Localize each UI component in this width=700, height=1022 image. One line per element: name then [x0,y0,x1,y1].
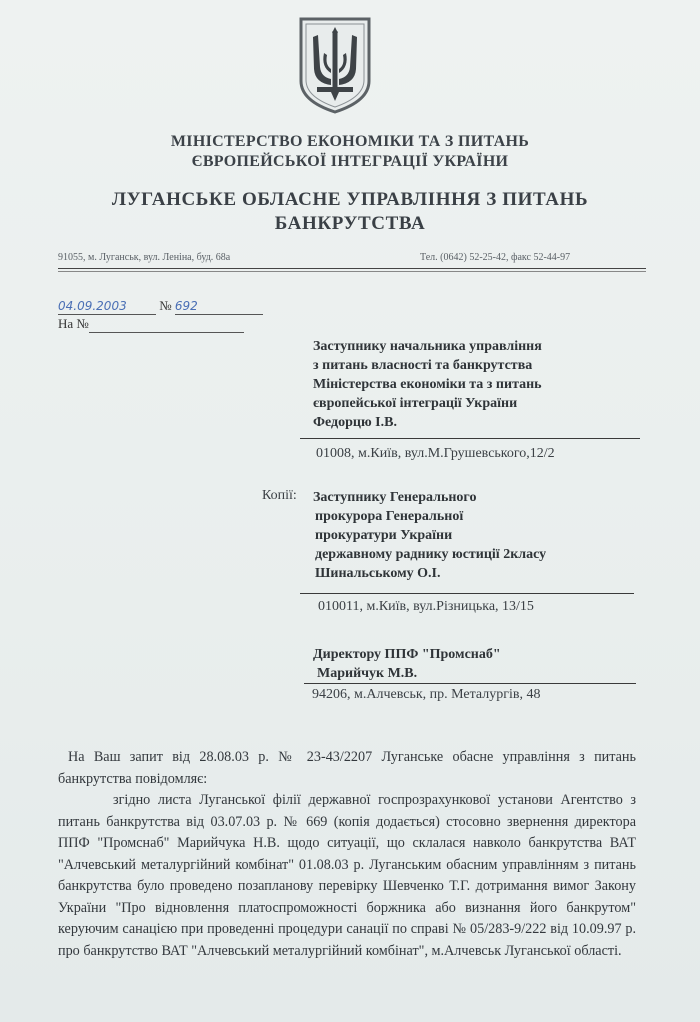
ministry-name [0,132,700,172]
coat-of-arms-trident-icon [297,15,373,115]
header-divider-thin [58,271,646,272]
recipient-line: Заступнику начальника управління [313,339,542,354]
recipient-line: з питань власності та банкрутства [313,358,533,373]
recipient-rule [304,683,636,684]
copy-recipient-director-address: 94206, м.Алчевськ, пр. Металургів, 48 [312,687,541,702]
recipient-rule [300,593,634,594]
letter-body [58,747,636,962]
recipient-name: Шинальському О.І. [315,566,441,581]
reference-blank [89,316,244,333]
office-address: 91055, м. Луганськ, вул. Леніна, буд. 68а [58,252,231,263]
recipient-line: європейської інтеграції України [313,396,518,411]
copy-recipient-prosecutor [313,488,546,583]
office-line-1: ЛУГАНСЬКЕ ОБЛАСНЕ УПРАВЛІННЯ З ПИТАНЬ [111,189,589,210]
registration-date: 04.09.2003 [58,299,127,313]
office-name [0,188,700,236]
copy-recipient-prosecutor-address: 010011, м.Київ, вул.Різницька, 13/15 [318,599,534,614]
registration-number: 692 [174,299,198,313]
office-phone: Тел. (0642) 52-25-42, факс 52-44-97 [420,252,571,263]
primary-recipient [313,337,542,432]
registration-number-label: № [159,298,172,313]
recipient-name: Марийчук М.В. [317,666,418,681]
reference-label: На № [58,316,89,331]
recipient-name: Федорцю І.В. [313,415,397,430]
recipient-line: Директору ППФ "Промснаб" [313,647,501,662]
recipient-line: прокурора Генеральної [315,509,464,524]
recipient-rule [300,438,640,439]
recipient-line: Міністерства економіки та з питань [313,377,542,392]
ministry-line-1: МІНІСТЕРСТВО ЕКОНОМІКИ ТА З ПИТАНЬ [170,133,530,150]
body-intro: На Ваш запит від 28.08.03 р. № 23-43/2207 Луганське обасне управління з питань банкрутства повідомляє: [58,749,636,787]
body-paragraph: згідно листа Луганської філії державної госпрозрахункової установи Агентство з питань банкрутства від 03.07.03 р. № 669 (копія додається) стосовно звернення директора ППФ "Промснаб" Марийчука Н.В. щодо ситуації, що склалася навколо банкрутства ВАТ "Алчевський металургійний комбінат" 01.08.03 р. Луганським обасним управлінням з питань банкрутства було проведено позапланову перевірку Шевченко Т.Г. дотримання вимог Закону України "Про відновлення платоспроможності боржника або визнання його банкрутом" керуючим санацією при проведенні процедури санації по справі № 05/283-9/222 від 10.09.97 р. про банкрутство ВАТ "Алчевський металургійний комбінат", м.Алчевськ Луганської області. [58,792,636,959]
recipient-line: прокуратури України [315,528,453,543]
recipient-line: державному раднику юстиції 2класу [315,547,547,562]
outgoing-registration [58,298,263,315]
recipient-line: Заступнику Генерального [313,490,477,505]
ministry-line-2: ЄВРОПЕЙСЬКОЇ ІНТЕГРАЦІЇ УКРАЇНИ [191,153,509,170]
copy-recipient-director [313,645,501,683]
copies-label: Копії: [262,488,297,503]
primary-recipient-address: 01008, м.Київ, вул.М.Грушевського,12/2 [316,446,555,461]
incoming-reference [58,316,244,333]
header-divider [58,268,646,269]
office-line-2: БАНКРУТСТВА [274,213,426,234]
